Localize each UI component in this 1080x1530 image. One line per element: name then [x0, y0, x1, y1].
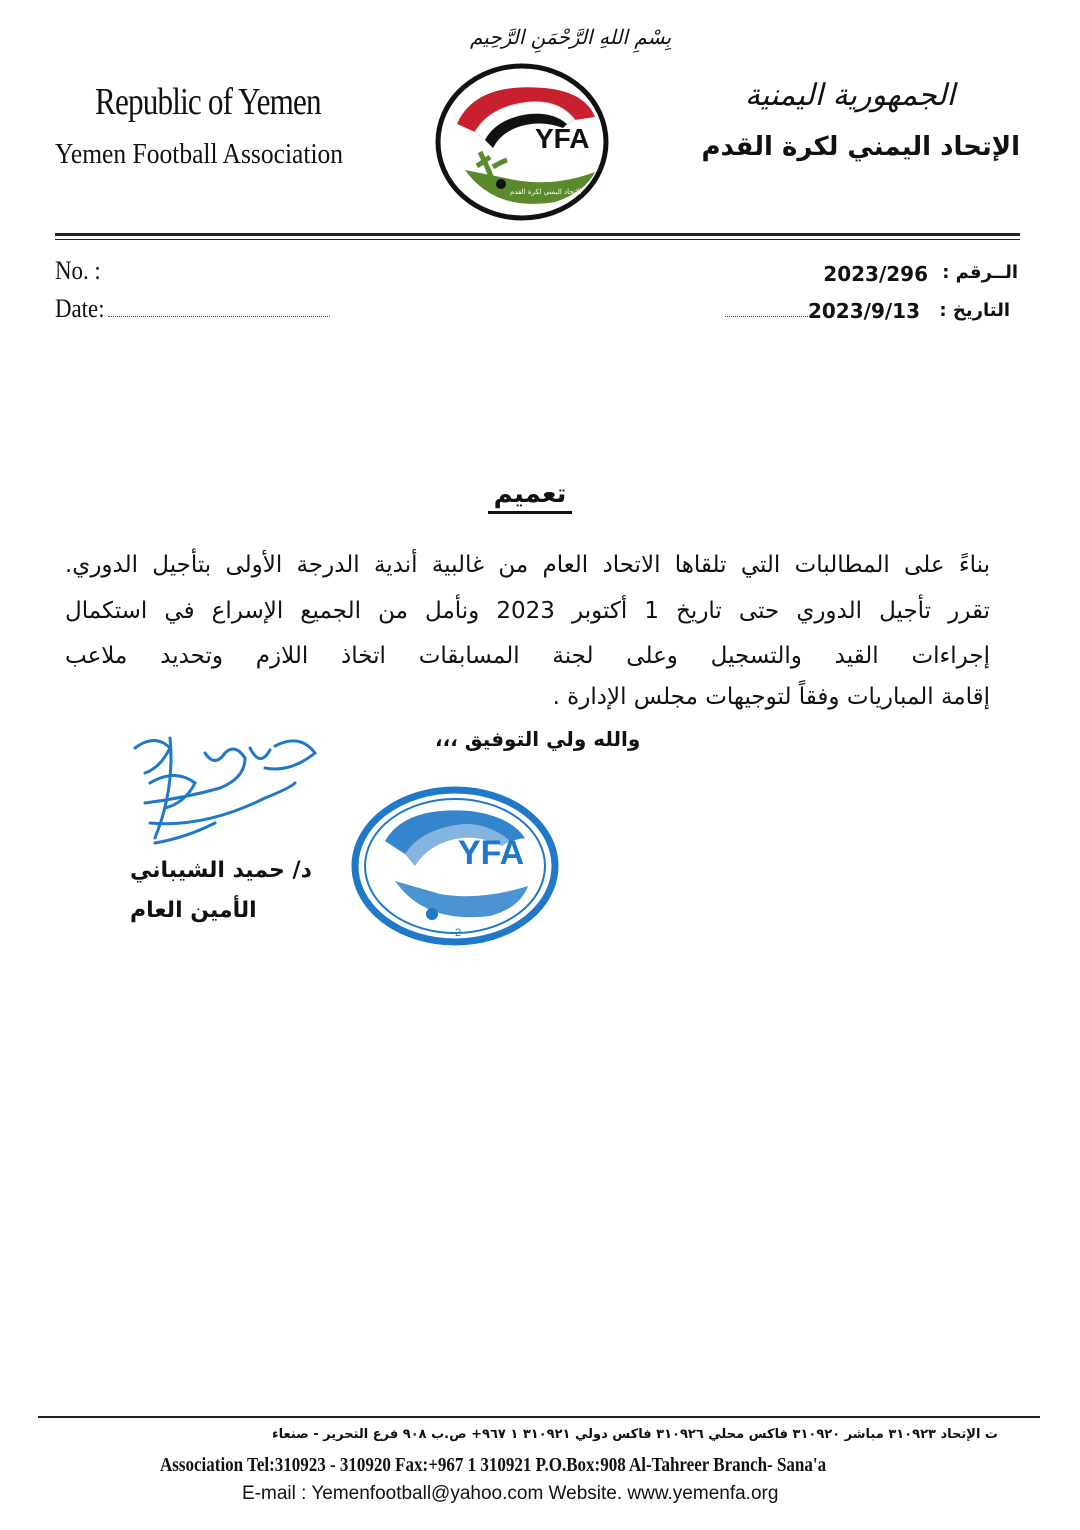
footer-rule	[38, 1416, 1040, 1418]
handwritten-signature	[125, 728, 320, 858]
memo-closing: والله ولي التوفيق ،،،	[435, 727, 641, 751]
memo-line-4: إقامة المباريات وفقاً لتوجيهات مجلس الإدارة .	[552, 684, 990, 710]
date-dotted-line-ar	[725, 316, 810, 317]
header-subtitle-en: Yemen Football Association	[55, 138, 344, 170]
header-title-en: Republic of Yemen	[95, 81, 321, 123]
memo-title: تعميم	[488, 479, 572, 514]
header-rule-thin	[55, 239, 1020, 240]
reference-date-label-ar: التاريخ :	[939, 300, 1010, 321]
yfa-logo	[435, 62, 610, 222]
footer-contact-ar: ت الإتحاد ٣١٠٩٢٣ مباشر ٣١٠٩٢٠ فاكس محلي ٣١٠٩٢٦ فاكس دولي ٣١٠٩٢١ ١ ٩٦٧+ ص.ب ٩٠٨ فرع التحرير - صنعاء	[271, 1427, 998, 1442]
signatory-name: د/ حميد الشيباني	[130, 858, 312, 883]
stamp-text: YFA	[458, 834, 525, 872]
memo-line-2: تقرر تأجيل الدوري حتى تاريخ 1 أكتوبر 2023 ونأمل من الجميع الإسراع في استكمال	[65, 598, 990, 624]
memo-line-1: بناءً على المطالبات التي تلقاها الاتحاد العام من غالبية أندية الدرجة الأولى بتأجيل الدوري.	[65, 552, 990, 578]
official-stamp	[350, 786, 560, 946]
logo-text: YFA	[535, 123, 590, 154]
header-subtitle-ar: الإتحاد اليمني لكرة القدم	[701, 132, 1020, 162]
logo-ribbon: الإتحاد اليمني لكرة القدم	[510, 188, 582, 196]
number-label-en: No. :	[55, 256, 101, 285]
reference-number-label-ar: الــرقم :	[942, 262, 1018, 283]
stamp-number: 2	[455, 927, 462, 939]
date-dotted-line	[108, 316, 330, 317]
footer-contact-en: Association Tel:310923 - 310920 Fax:+967 1 310921 P.O.Box:908 Al-Tahreer Branch- Sana'a	[160, 1454, 827, 1476]
basmala: بِسْمِ اللهِ الرَّحْمَنِ الرَّحِيم	[470, 25, 672, 49]
footer-email-website: E-mail : Yemenfootball@yahoo.com Website. www.yemenfa.org	[242, 1483, 779, 1504]
signatory-title: الأمين العام	[130, 898, 257, 923]
header-rule-thick	[55, 233, 1020, 236]
date-label-en: Date:	[55, 294, 105, 323]
header-title-ar: الجمهورية اليمنية	[744, 78, 955, 113]
reference-date: 2023/9/13	[807, 299, 920, 323]
reference-number: 2023/296	[823, 262, 928, 286]
memo-line-3: إجراءات القيد والتسجيل وعلى لجنة المسابقات اتخاذ اللازم وتحديد ملاعب	[65, 643, 990, 669]
